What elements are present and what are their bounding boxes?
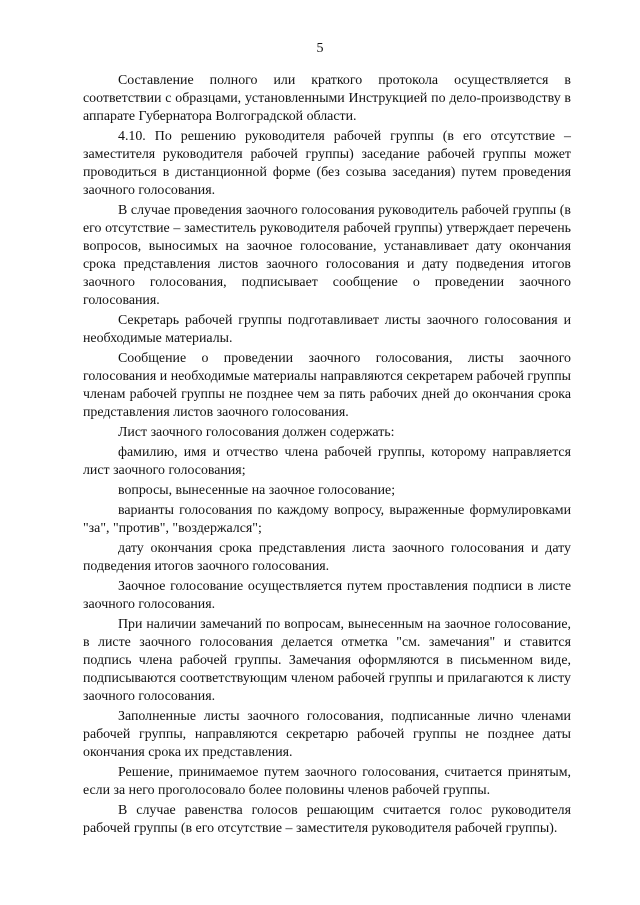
page-number: 5 bbox=[316, 41, 324, 56]
paragraph: В случае проведения заочного голосования руководитель рабочей группы (в его отсутствие – заместитель руководителя рабочей группы) утверждает перечень вопросов, выносимых на заочное голосование, устанавливает дату окончания срока представления листов заочного голосования и дату подведения итогов заочного голосования, подписывает сообщение о проведении заочного голосования. bbox=[83, 203, 571, 308]
document-body bbox=[83, 72, 571, 840]
paragraph: В случае равенства голосов решающим считается голос руководителя рабочей группы (в его отсутствие – заместителя руководителя рабочей группы). bbox=[83, 803, 571, 836]
paragraph: Составление полного или краткого протокола осуществляется в соответствии с образцами, установленными Инструкцией по дело-производству в аппарате Губернатора Волгоградской области. bbox=[83, 73, 571, 124]
paragraph: Решение, принимаемое путем заочного голосования, считается принятым, если за него проголосовало более половины членов рабочей группы. bbox=[83, 765, 571, 798]
list-item: варианты голосования по каждому вопросу, выраженные формулировками "за", "против", "воздержался"; bbox=[83, 503, 571, 536]
paragraph: Лист заочного голосования должен содержать: bbox=[118, 425, 395, 440]
paragraph: Сообщение о проведении заочного голосования, листы заочного голосования и необходимые материалы направляются секретарем рабочей группы членам рабочей группы не позднее чем за пять рабочих дней до окончания срока представления листов заочного голосования. bbox=[83, 351, 571, 420]
paragraph: Заочное голосование осуществляется путем проставления подписи в листе заочного голосования. bbox=[83, 579, 571, 612]
list-item: дату окончания срока представления листа заочного голосования и дату подведения итогов заочного голосования. bbox=[83, 541, 571, 574]
paragraph: 4.10. По решению руководителя рабочей группы (в его отсутствие – заместителя руководителя рабочей группы) заседание рабочей группы может проводиться в дистанционной форме (без созыва заседания) путем проведения заочного голосования. bbox=[83, 129, 571, 198]
list-item: фамилию, имя и отчество члена рабочей группы, которому направляется лист заочного голосования; bbox=[83, 445, 571, 478]
paragraph: При наличии замечаний по вопросам, вынесенным на заочное голосование, в листе заочного голосования делается отметка "см. замечания" и ставится подпись члена рабочей группы. Замечания оформляются в письменном виде, подписываются соответствующим членом рабочей группы и прилагаются к листу заочного голосования. bbox=[83, 617, 571, 704]
paragraph: Заполненные листы заочного голосования, подписанные лично членами рабочей группы, направляются секретарю рабочей группы не позднее даты окончания срока их представления. bbox=[83, 709, 571, 760]
list-item: вопросы, вынесенные на заочное голосование; bbox=[118, 483, 396, 498]
paragraph: Секретарь рабочей группы подготавливает листы заочного голосования и необходимые материалы. bbox=[83, 313, 571, 346]
